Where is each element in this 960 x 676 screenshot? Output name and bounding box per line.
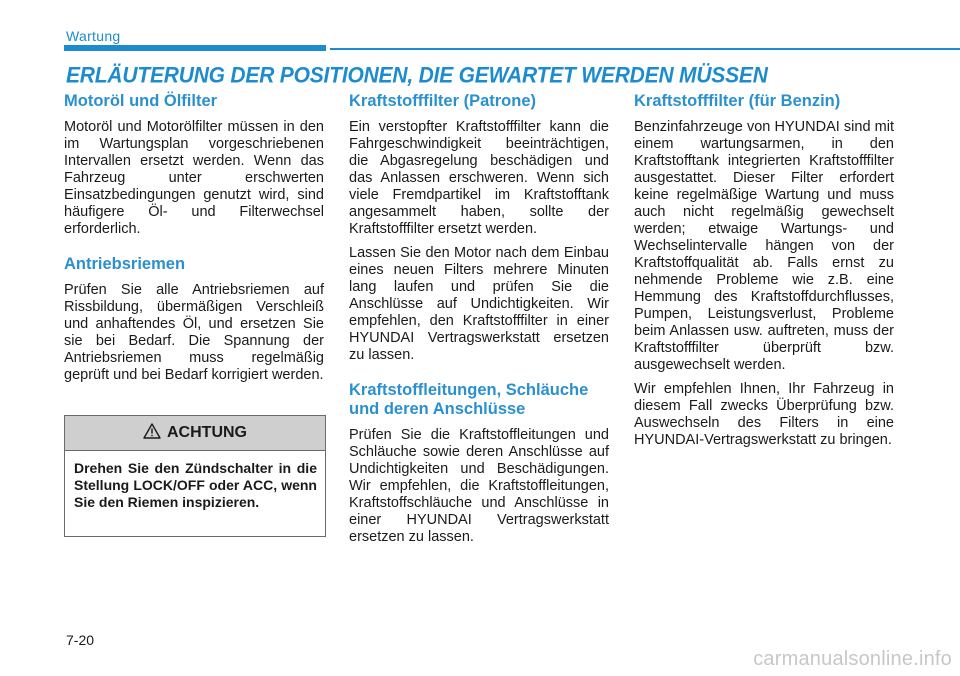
heading-antriebsriemen: Antriebsriemen (64, 255, 186, 273)
paragraph-benzin-1: Benzinfahrzeuge von HYUNDAI sind mit einem wartungsarmen, in den Kraftstofftank integrierten Kraftstofffilter ausgestattet. Dieser Filter erfordert keine regelmäßige Wartung und muss auch nicht regelmäßig gewechselt werden; etwaige Wartungs- und Wechselintervalle hängen von der Kraftstoffqualität ab. Falls ernst zu nehmende Probleme wie z.B. eine Hemmung des Kraftstoffdurchflusses, Pumpen, Leistungsverlust, Probleme beim Anlassen usw. auftreten, muss der Kraftstofffilter überprüft bzw. ausgewechselt werden. (634, 119, 894, 373)
section-title: ERLÄUTERUNG DER POSITIONEN, DIE GEWARTET WERDEN MÜSSEN (66, 63, 768, 88)
paragraph-kraftstofffilter-1: Ein verstopfter Kraftstofffilter kann die Fahrgeschwindigkeit beeinträchtigen, die Abgasregelung beschädigen und das Anlassen erschweren. Wenn sich viele Fremdpartikel im Kraftstofftank angesammelt haben, sollte der Kraftstofffilter ersetzt werden. (349, 119, 609, 237)
caution-box (64, 415, 326, 537)
heading-kraftstofffilter-benzin: Kraftstofffilter (für Benzin) (634, 92, 841, 110)
watermark: carmanualsonline.info (753, 648, 952, 670)
paragraph-antriebsriemen: Prüfen Sie alle Antriebsriemen auf Rissbildung, übermäßigen Verschleiß und anhaftendes Öl, und ersetzen Sie sie bei Bedarf. Die Spannung der Antriebsriemen muss regelmäßig geprüft und bei Bedarf korrigiert werden. (64, 282, 324, 383)
spacer (349, 371, 609, 381)
spacer (64, 245, 324, 255)
heading-kraftstoffleitungen: Kraftstoffleitungen, Schläuche und deren Anschlüsse (349, 381, 589, 418)
paragraph-motoroel: Motoröl und Motorölfilter müssen in den im Wartungsplan vorgeschriebenen Intervallen ersetzt werden. Wenn das Fahrzeug unter erschwerten Einsatzbedingungen genutzt wird, sind häufigere Öl- und Filterwechsel erforderlich. (64, 119, 324, 237)
header-bar-thin (330, 48, 960, 50)
header-bar-thick (64, 45, 326, 51)
paragraph-benzin-2: Wir empfehlen Ihnen, Ihr Fahrzeug in diesem Fall zwecks Überprüfung bzw. Auswechseln des Filters in eine HYUNDAI-Vertragswerkstatt zu bringen. (634, 381, 894, 448)
heading-kraftstofffilter-patrone: Kraftstofffilter (Patrone) (349, 92, 537, 110)
warning-triangle-icon (143, 423, 161, 444)
column-1 (64, 92, 324, 391)
heading-motoroel: Motoröl und Ölfilter (64, 92, 218, 110)
column-3 (634, 92, 894, 456)
caution-text: Drehen Sie den Zündschalter in die Stellung LOCK/OFF oder ACC, wenn Sie den Riemen inspizieren. (74, 460, 317, 510)
caution-title: ACHTUNG (167, 424, 247, 441)
header-label: Wartung (66, 28, 121, 44)
caution-header (65, 416, 325, 451)
page-number: 7-20 (66, 632, 95, 648)
paragraph-kraftstofffilter-2: Lassen Sie den Motor nach dem Einbau eines neuen Filters mehrere Minuten lang laufen und prüfen Sie die Anschlüsse auf Undichtigkeiten. Wir empfehlen, den Kraftstofffilter in einer HYUNDAI Vertragswerkstatt ersetzen zu lassen. (349, 245, 609, 363)
paragraph-kraftstoffleitungen: Prüfen Sie die Kraftstoffleitungen und Schläuche sowie deren Anschlüsse auf Undichtigkeiten und Beschädigungen. Wir empfehlen, die Kraftstoffleitungen, Kraftstoffschläuche und Anschlüsse in einer HYUNDAI Vertragswerkstatt ersetzen zu lassen. (349, 427, 609, 545)
column-2 (349, 92, 609, 553)
